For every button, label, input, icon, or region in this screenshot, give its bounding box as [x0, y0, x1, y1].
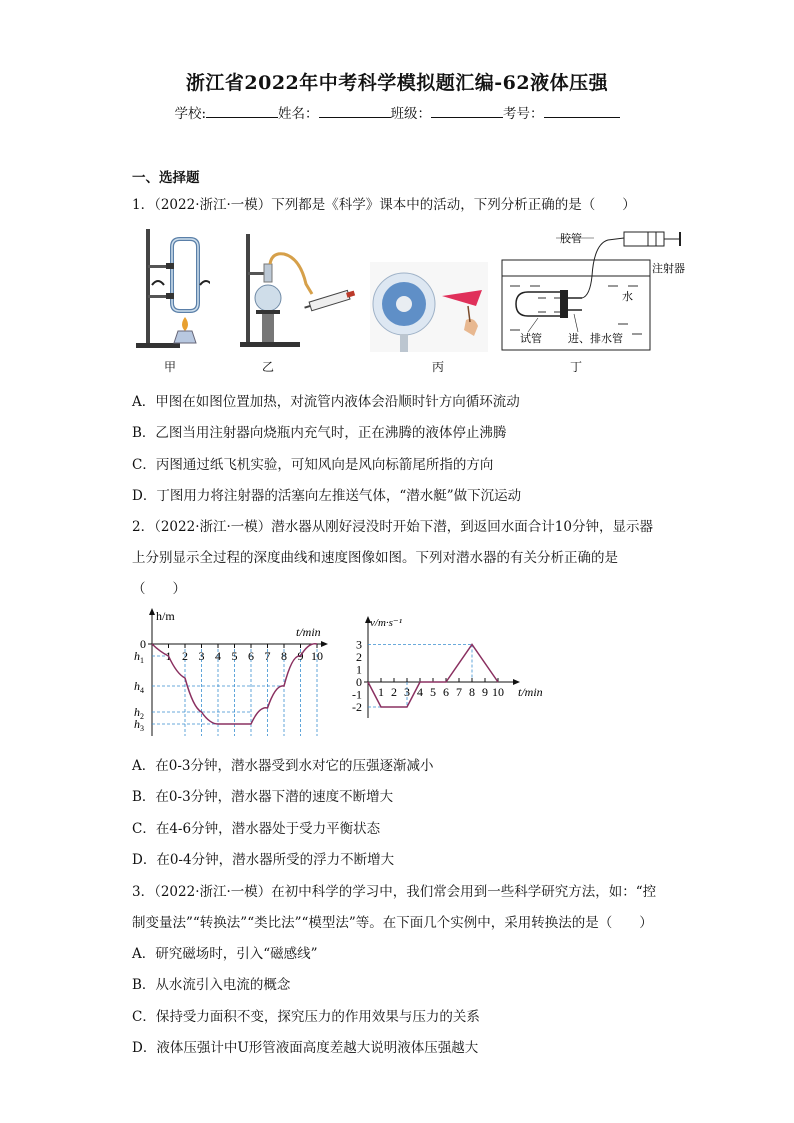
- depth-xtick-label: 6: [248, 649, 254, 663]
- velocity-ytick-label: 3: [356, 637, 362, 652]
- depth-ytick-label: $h_3$: [134, 717, 144, 733]
- velocity-ylabel: v/m·s⁻¹: [370, 617, 403, 629]
- figure-ding: [498, 224, 694, 352]
- depth-xtick-label: 9: [297, 649, 304, 663]
- velocity-xtick-label: 2: [391, 685, 397, 699]
- velocity-xtick-label: 9: [482, 685, 488, 699]
- velocity-xlabel: t/min: [518, 685, 543, 699]
- student-info: [0, 102, 794, 122]
- page-title: 浙江省2022年中考科学模拟题汇编-62液体压强: [185, 72, 609, 94]
- q2-option-c[interactable]: C．在4-6分钟，潜水器处于受力平衡状态: [132, 821, 381, 837]
- q1-option-a[interactable]: A．甲图在如图位置加热，对流管内液体会沿顺时针方向循环流动: [132, 394, 520, 410]
- caption-bing: 丙: [431, 360, 444, 374]
- depth-xtick-label: 3: [198, 649, 205, 663]
- figure-bing: [370, 262, 488, 352]
- q3-stem-line-2: 制变量法”“转换法”“类比法”“模型法”等。在下面几个实例中，采用转换法的是（ ）: [132, 915, 653, 931]
- label-test-tube: 试管: [520, 333, 542, 345]
- q2-option-d[interactable]: D．在0-4分钟，潜水器所受的浮力不断增大: [132, 852, 395, 868]
- q2-stem-line-1: 2．（2022·浙江·一模）潜水器从刚好浸没时开始下潜，到返回水面合计10分钟，显示器: [132, 519, 653, 535]
- velocity-xtick-label: 6: [443, 685, 449, 699]
- velocity-xtick-label: 3: [404, 685, 410, 699]
- label-pipe: 进、排水管: [568, 333, 623, 345]
- velocity-xtick-label: 10: [492, 685, 504, 699]
- velocity-xtick-label: 8: [469, 685, 475, 699]
- q2-option-b[interactable]: B．在0-3分钟，潜水器下潜的速度不断增大: [132, 789, 394, 805]
- q1-stem: 1．（2022·浙江·一模）下列都是《科学》课本中的活动，下列分析正确的是（ ）: [132, 197, 636, 213]
- velocity-time-chart: [338, 612, 558, 722]
- velocity-ytick-label: -2: [352, 700, 362, 714]
- velocity-ytick-label: 2: [356, 650, 362, 664]
- velocity-ytick-label: 0: [356, 675, 362, 689]
- velocity-xtick-label: 7: [456, 685, 462, 699]
- name-field[interactable]: [319, 104, 391, 118]
- depth-xtick-label: 10: [311, 649, 323, 663]
- depth-ytick-label: 0: [140, 637, 146, 651]
- depth-xtick-label: 8: [281, 649, 287, 663]
- q1-option-c[interactable]: C．丙图通过纸飞机实验，可知风向是风向标箭尾所指的方向: [132, 457, 494, 473]
- q3-stem-line-1: 3．（2022·浙江·一模）在初中科学的学习中，我们常会用到一些科学研究方法，如：“控: [132, 884, 657, 900]
- exam-no-field[interactable]: [544, 104, 620, 118]
- caption-yi: 乙: [261, 360, 274, 374]
- figure-jia: [130, 225, 210, 350]
- q1-option-b[interactable]: B．乙图当用注射器向烧瓶内充气时，正在沸腾的液体停止沸腾: [132, 425, 507, 441]
- velocity-xtick-label: 1: [378, 685, 384, 699]
- q3-option-d[interactable]: D．液体压强计中U形管液面高度差越大说明液体压强越大: [132, 1040, 479, 1056]
- q3-option-b[interactable]: B．从水流引入电流的概念: [132, 977, 291, 993]
- caption-jia: 甲: [163, 360, 176, 374]
- depth-xtick-label: 2: [182, 649, 188, 663]
- depth-xtick-label: 7: [264, 649, 271, 663]
- label-water: 水: [622, 291, 633, 303]
- q2-stem-line-2: 上分别显示全过程的深度曲线和速度图像如图。下列对潜水器的有关分析正确的是: [132, 550, 618, 566]
- depth-time-chart: [128, 604, 334, 740]
- caption-ding: 丁: [569, 360, 582, 374]
- q3-option-a[interactable]: A．研究磁场时，引入“磁感线”: [132, 946, 318, 962]
- q2-option-a[interactable]: A．在0-3分钟，潜水器受到水对它的压强逐渐减小: [132, 758, 434, 774]
- name-label: 姓名：: [278, 106, 319, 122]
- depth-xtick-label: 4: [215, 649, 221, 663]
- school-label: 学校:: [174, 106, 207, 122]
- depth-xtick-label: 1: [165, 649, 172, 663]
- label-syringe: 注射器: [652, 263, 685, 275]
- velocity-ytick-label: 1: [356, 662, 362, 677]
- depth-xtick-label: 5: [231, 649, 238, 663]
- depth-ylabel: h/m: [156, 609, 175, 623]
- section-heading: 一、选择题: [132, 170, 200, 186]
- depth-ytick-label: $h_1$: [134, 649, 144, 665]
- exam-no-label: 考号：: [503, 106, 544, 122]
- q3-option-c[interactable]: C．保持受力面积不变，探究压力的作用效果与压力的关系: [132, 1009, 480, 1025]
- label-tube: 胶管: [560, 233, 582, 245]
- depth-ytick-label: $h_4$: [134, 679, 144, 695]
- figure-yi: [240, 230, 358, 350]
- velocity-ytick-label: -1: [352, 687, 362, 702]
- class-label: 班级：: [390, 106, 432, 122]
- velocity-xtick-label: 4: [417, 685, 423, 699]
- q1-option-d[interactable]: D．丁图用力将注射器的活塞向左推送气体，“潜水艇”做下沉运动: [132, 488, 522, 504]
- depth-xlabel: t/min: [296, 625, 321, 639]
- school-field[interactable]: [206, 104, 278, 118]
- q2-stem-line-3: （ ）: [132, 581, 186, 597]
- velocity-xtick-label: 5: [430, 685, 436, 699]
- depth-ytick-label: $h_2$: [134, 705, 144, 721]
- class-field[interactable]: [431, 104, 503, 118]
